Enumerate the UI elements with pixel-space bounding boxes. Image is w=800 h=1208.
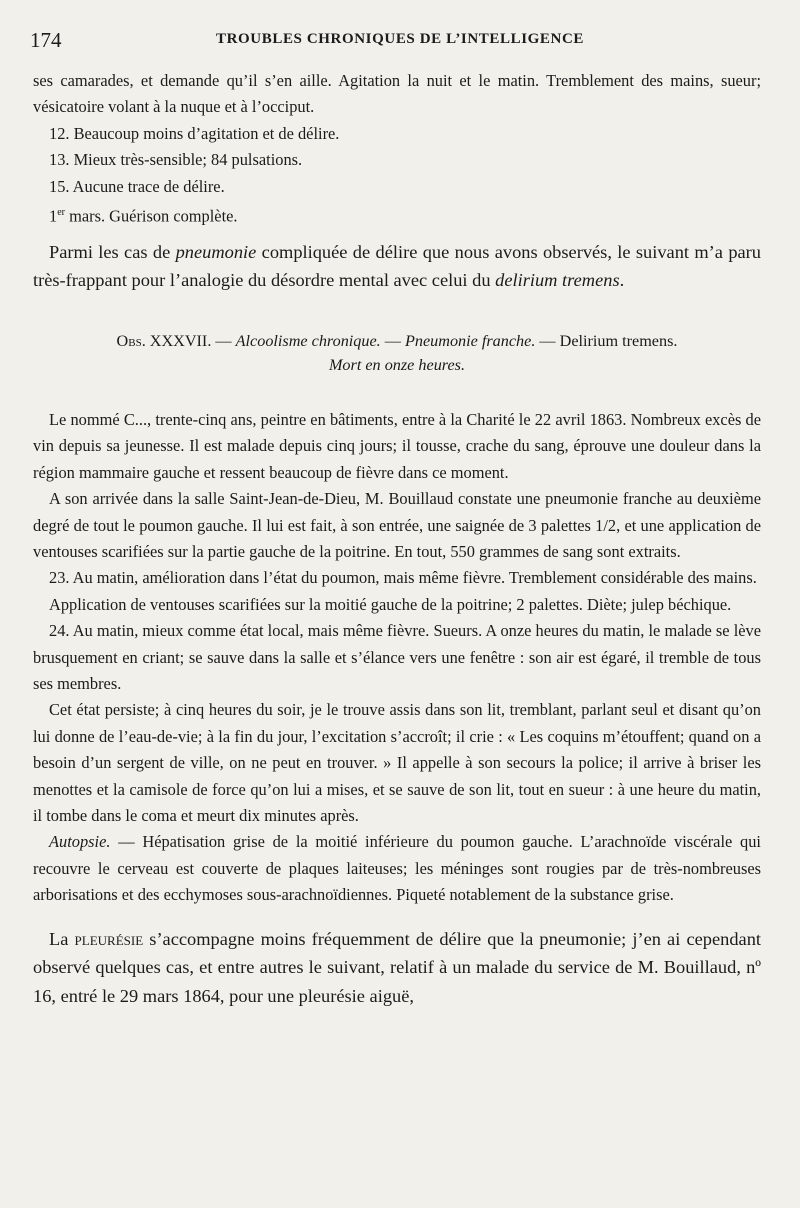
intro-delirium: delirium tremens (495, 270, 620, 291)
march-day: 1 (49, 206, 58, 226)
observation-heading-line1 (33, 329, 761, 353)
observation-heading-line2: Mort en onze heures. (328, 355, 466, 374)
observation-heading (33, 329, 761, 377)
day-13-entry: 13. Mieux très-sensible; 84 pulsations. (49, 150, 303, 170)
march-text: mars. Guérison complète. (64, 206, 238, 226)
pleuresie-paragraph (33, 925, 761, 1011)
pleuresie-la: La (49, 928, 75, 949)
case-paragraph-2: A son arrivée dans la salle Saint-Jean-de-Dieu, M. Bouillaud constate une pneumonie franche au deuxième degré de tout le poumon gauche. Il lui est fait, à son entrée, une saignée de 3 palettes 1/2, et une application de ventouses scarifiées sur la partie gauche de la poitrine. En tout, 550 grammes de sang sont extraits. (33, 489, 761, 561)
day-12-entry: 12. Beaucoup moins d’agitation et de délire. (49, 123, 340, 143)
obs-dash-1: — (211, 331, 236, 350)
autopsy-paragraph (33, 829, 761, 908)
obs-delirium: — Delirium tremens. (535, 331, 678, 350)
march-superscript: er (57, 207, 65, 219)
intro-text-c: compliquée de délire que nous avons observés, le suivant m’a paru très-frappant pour l’analogie du désordre mental avec celui du (33, 241, 762, 291)
intro-text-e: . (619, 270, 625, 291)
intro-pneumonie: pneumonie (175, 241, 257, 262)
continuation-paragraph: ses camarades, et demande qu’il s’en aille. Agitation la nuit et le matin. Tremblement des mains, sueur; vésicatoire volant à la nuque et à l’occiput. (33, 71, 761, 117)
case-paragraph-5: 24. Au matin, mieux comme état local, mais même fièvre. Sueurs. A onze heures du matin, le malade se lève brusquement en criant; se sauve dans la salle et s’élance vers une fenêtre : son air est égaré, il tremble de tous ses membres. (33, 621, 761, 693)
running-title: TROUBLES CHRONIQUES DE L’INTELLIGENCE (216, 31, 584, 47)
pleuresie-word: pleurésie (74, 928, 144, 949)
obs-pneumonie: Pneumonie franche. (405, 331, 536, 350)
day-15-entry: 15. Aucune trace de délire. (49, 176, 225, 196)
obs-dash-2: — (380, 331, 405, 350)
page-body (33, 68, 761, 1010)
intro-text-a: Parmi les cas de (49, 241, 176, 262)
march-1-entry (33, 200, 761, 230)
page-number: 174 (30, 28, 62, 52)
obs-alcoolisme: Alcoolisme chronique. (235, 331, 381, 350)
case-paragraph-3: 23. Au matin, amélioration dans l’état du poumon, mais même fièvre. Tremblement considérable des mains. (49, 568, 757, 588)
case-paragraph-4: Application de ventouses scarifiées sur la moitié gauche de la poitrine; 2 palettes. Diète; julep béchique. (49, 594, 732, 614)
case-paragraph-1: Le nommé C..., trente-cinq ans, peintre en bâtiments, entre à la Charité le 22 avril 1863. Nombreux excès de vin depuis sa jeunesse. Il est malade depuis cinq jours; il tousse, crache du sang, éprouve une douleur dans la région mammaire gauche et ressent beaucoup de fièvre dans ce moment. (33, 409, 761, 482)
autopsy-text: — Hépatisation grise de la moitié inférieure du poumon gauche. L’arachnoïde viscérale qui recouvre le cerveau est couverte de plaques laiteuses; les méninges sont rougies par de très-nombreuses arborisations et des ecchymoses sous-arachnoïdiennes. Piqueté notablement de la substance grise. (33, 832, 761, 905)
obs-label: Obs. XXXVII. (116, 331, 212, 350)
pleuresie-text: s’accompagne moins fréquemment de délire que la pneumonie; j’en ai cependant observé quelques cas, et entre autres le suivant, relatif à un malade du service de M. Bouillaud, nº 16, entré le 29 mars 1864, pour une pleurésie aiguë, (33, 928, 761, 1006)
intro-paragraph (33, 238, 761, 295)
case-paragraph-6: Cet état persiste; à cinq heures du soir, je le trouve assis dans son lit, tremblant, parlant seul et disant qu’on lui donne de l’eau-de-vie; à la fin du jour, l’excitation s’accroît; il crie : « Les coquins m’étouffent; quand on a besoin d’un sergent de ville, on ne peut en trouver. » Il appelle à son secours la police; il arrive à briser les menottes et la camisole de force qu’on lui a mises, et se sauve de son lit, tout en sueur : à une heure du matin, il tombe dans le coma et meurt dix minutes après. (33, 700, 761, 825)
autopsy-label: Autopsie. (49, 832, 111, 852)
page-header (30, 28, 770, 54)
